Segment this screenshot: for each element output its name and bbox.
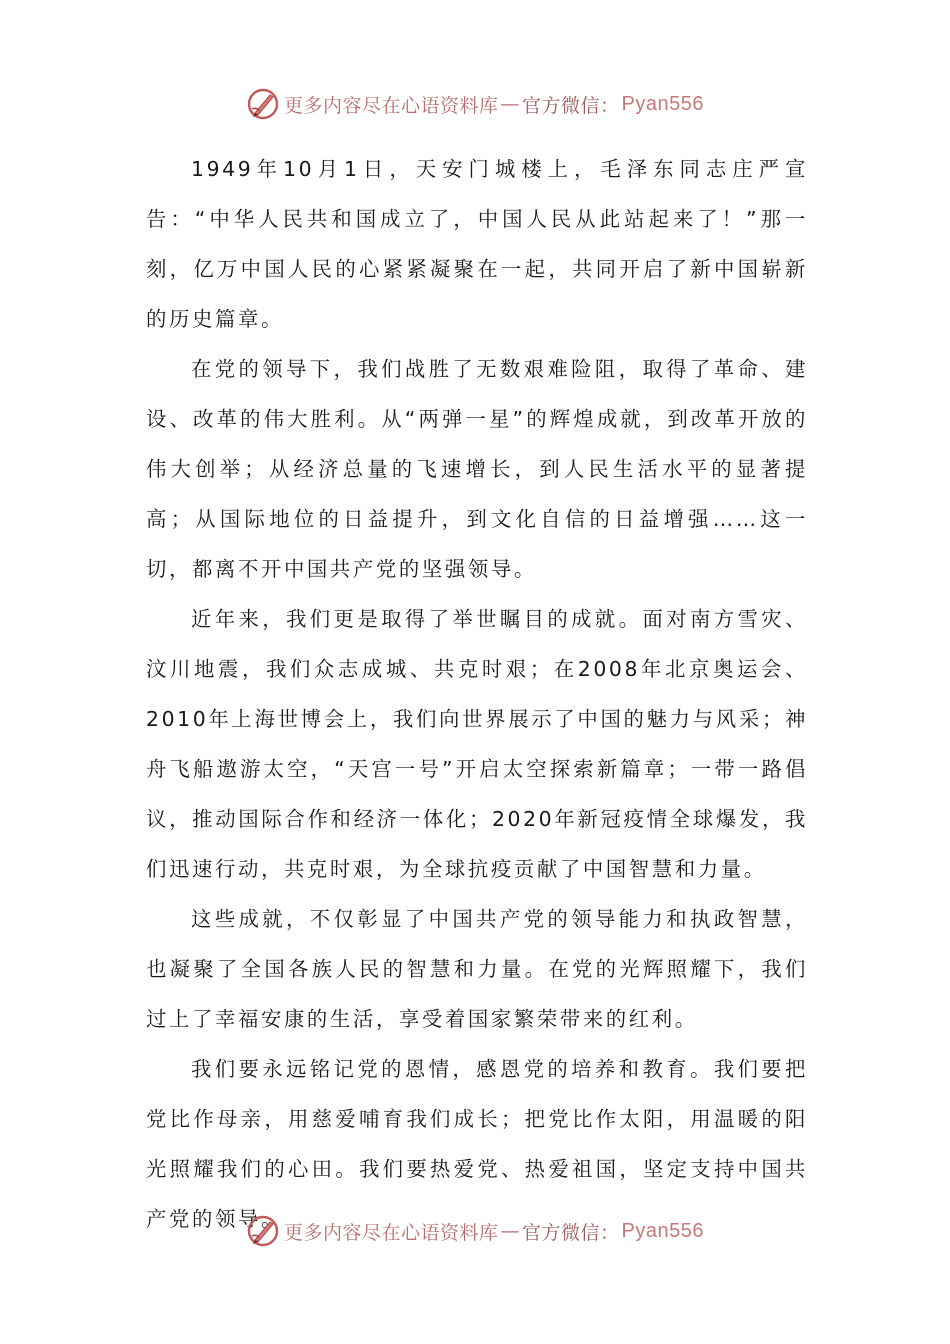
wechat-label: 官方微信： — [522, 94, 620, 117]
pen-in-circle-icon — [246, 87, 280, 121]
banner-separator: — — [500, 1220, 521, 1242]
wechat-label: 官方微信： — [522, 1221, 620, 1244]
wechat-id: Pyan556 — [621, 92, 704, 115]
wechat-id: Pyan556 — [621, 1219, 704, 1242]
site-name: 更多内容尽在心语资料库 — [284, 94, 499, 117]
banner-separator: — — [500, 93, 521, 115]
header-watermark-banner — [0, 84, 950, 124]
document-body — [146, 144, 808, 1244]
site-name: 更多内容尽在心语资料库 — [284, 1221, 499, 1244]
paragraph-4: 这些成就，不仅彰显了中国共产党的领导能力和执政智慧，也凝聚了全国各族人民的智慧和力量。在党的光辉照耀下，我们过上了幸福安康的生活，享受着国家繁荣带来的红利。 — [146, 907, 808, 1031]
pen-in-circle-icon — [246, 1214, 280, 1248]
footer-watermark-banner — [0, 1211, 950, 1251]
paragraph-5: 我们要永远铭记党的恩情，感恩党的培养和教育。我们要把党比作母亲，用慈爱哺育我们成长；把党比作太阳，用温暖的阳光照耀我们的心田。我们要热爱党、热爱祖国，坚定支持中国共产党的领导。 — [146, 1057, 808, 1231]
paragraph-1: 1949年10月1日，天安门城楼上，毛泽东同志庄严宣告：“中华人民共和国成立了，中国人民从此站起来了！”那一刻，亿万中国人民的心紧紧凝聚在一起，共同开启了新中国崭新的历史篇章。 — [146, 157, 808, 331]
paragraph-2: 在党的领导下，我们战胜了无数艰难险阻，取得了革命、建设、改革的伟大胜利。从“两弹一星”的辉煌成就，到改革开放的伟大创举；从经济总量的飞速增长，到人民生活水平的显著提高；从国际地位的日益提升，到文化自信的日益增强……这一切，都离不开中国共产党的坚强领导。 — [146, 357, 808, 581]
paragraph-3: 近年来，我们更是取得了举世瞩目的成就。面对南方雪灾、汶川地震，我们众志成城、共克时艰；在2008年北京奥运会、2010年上海世博会上，我们向世界展示了中国的魅力与风采；神舟飞船遨游太空，“天宫一号”开启太空探索新篇章；一带一路倡议，推动国际合作和经济一体化；2020年新冠疫情全球爆发，我们迅速行动，共克时艰，为全球抗疫贡献了中国智慧和力量。 — [146, 607, 808, 881]
